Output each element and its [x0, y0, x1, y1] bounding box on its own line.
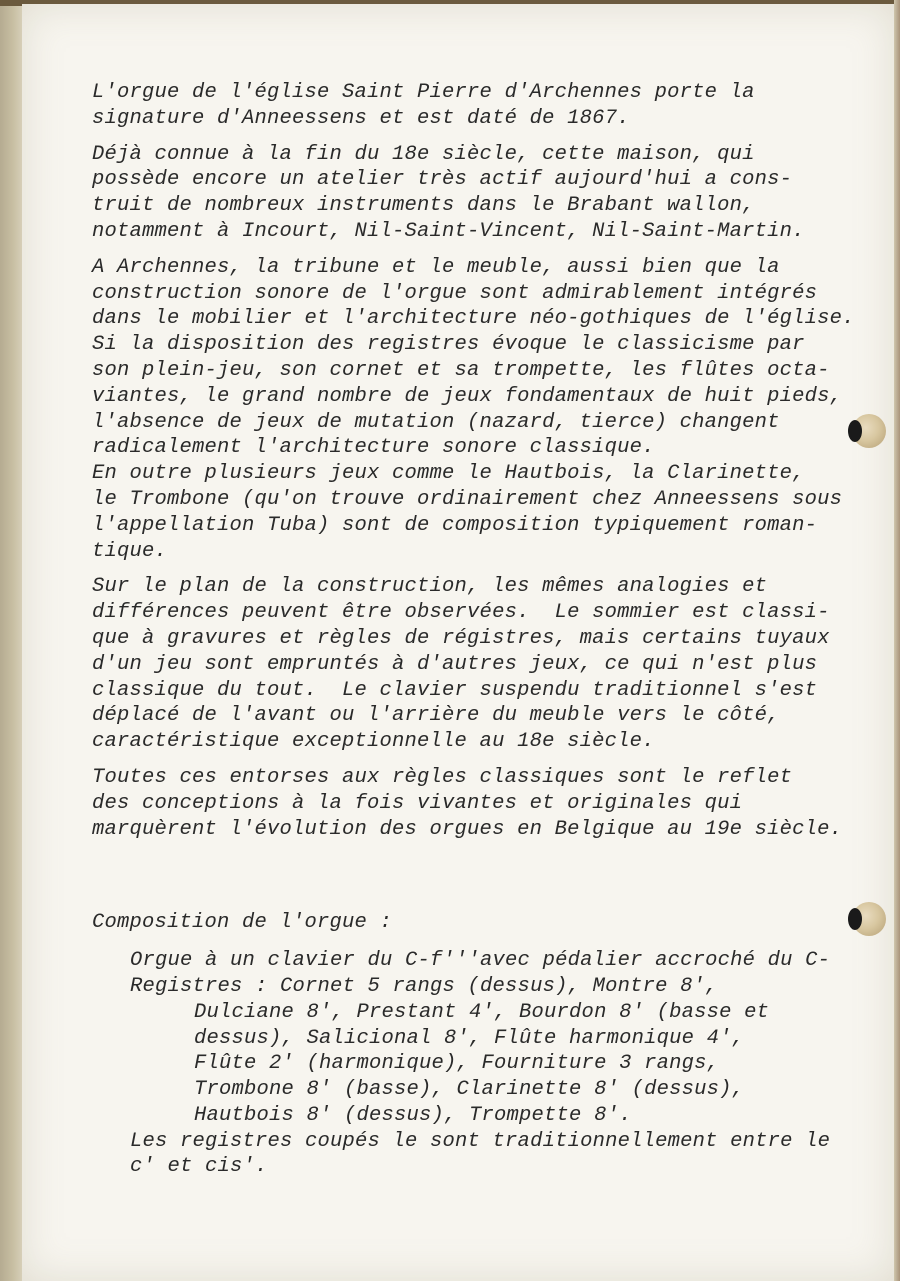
text-line: A Archennes, la tribune et le meuble, aussi bien que la — [92, 255, 780, 279]
text-line: marquèrent l'évolution des orgues en Belgique au 19e siècle. — [92, 817, 843, 841]
composition-line: Hautbois 8' (dessus), Trompette 8'. — [194, 1103, 632, 1127]
composition-line: Trombone 8' (basse), Clarinette 8' (dessus), — [194, 1078, 745, 1102]
text-line: classique du tout. Le clavier suspendu traditionnel s'est — [92, 678, 818, 702]
text-line: dans le mobilier et l'architecture néo-gothiques de l'église. — [92, 307, 855, 331]
text-line: Si la disposition des registres évoque le classicisme par — [92, 333, 805, 357]
text-line: possède encore un atelier très actif aujourd'hui a cons- — [92, 168, 793, 192]
text-line: notamment à Incourt, Nil-Saint-Vincent, Nil-Saint-Martin. — [92, 219, 805, 243]
text-line: que à gravures et règles de régistres, mais certains tuyaux — [92, 626, 830, 650]
text-line: truit de nombreux instruments dans le Brabant wallon, — [92, 194, 755, 218]
text-line: signature d'Anneessens et est daté de 1867. — [92, 106, 630, 130]
document-text — [92, 80, 882, 1180]
text-line: l'absence de jeux de mutation (nazard, tierce) changent — [92, 410, 780, 434]
body-paragraphs — [92, 80, 882, 842]
text-line: Toutes ces entorses aux règles classiques sont le reflet — [92, 765, 793, 789]
scanner-edge-right — [894, 0, 900, 1281]
text-line: caractéristique exceptionnelle au 18e siècle. — [92, 730, 655, 754]
text-line: radicalement l'architecture sonore classique. — [92, 436, 655, 460]
paragraph — [92, 142, 882, 245]
paragraph — [92, 80, 882, 132]
scanner-edge-left — [0, 0, 22, 1281]
composition-line: c' et cis'. — [130, 1155, 268, 1179]
text-line: viantes, le grand nombre de jeux fondamentaux de huit pieds, — [92, 384, 843, 408]
composition-line: Orgue à un clavier du C-f'''avec pédalier accroché du C- — [130, 949, 831, 973]
text-line: L'orgue de l'église Saint Pierre d'Archennes porte la — [92, 81, 755, 104]
composition-line: Registres : Cornet 5 rangs (dessus), Montre 8', — [130, 974, 718, 998]
text-line: l'appellation Tuba) sont de composition typiquement roman- — [92, 513, 818, 537]
composition-line: dessus), Salicional 8', Flûte harmonique 4', — [194, 1026, 745, 1050]
composition-title: Composition de l'orgue : — [92, 911, 393, 935]
text-line: construction sonore de l'orgue sont admirablement intégrés — [92, 281, 818, 305]
text-line: tique. — [92, 539, 168, 563]
section-gap — [92, 852, 882, 910]
text-line: des conceptions à la fois vivantes et originales qui — [92, 791, 743, 815]
text-line: Sur le plan de la construction, les mêmes analogies et — [92, 575, 768, 599]
text-line: En outre plusieurs jeux comme le Hautbois, la Clarinette, — [92, 462, 805, 486]
text-line: déplacé de l'avant ou l'arrière du meuble vers le côté, — [92, 704, 780, 728]
composition-line: Dulciane 8', Prestant 4', Bourdon 8' (basse et — [194, 1000, 770, 1024]
paragraph — [92, 765, 882, 842]
composition-list — [92, 948, 882, 1180]
paragraph — [92, 574, 882, 755]
text-line: Déjà connue à la fin du 18e siècle, cette maison, qui — [92, 142, 755, 166]
text-line: son plein-jeu, son cornet et sa trompette, les flûtes octa- — [92, 358, 830, 382]
text-line: d'un jeu sont empruntés à d'autres jeux, ce qui n'est plus — [92, 652, 818, 676]
paragraph — [92, 255, 882, 565]
text-line: différences peuvent être observées. Le sommier est classi- — [92, 601, 830, 625]
composition-line: Flûte 2' (harmonique), Fourniture 3 rangs, — [194, 1052, 720, 1076]
composition-line: Les registres coupés le sont traditionnellement entre le — [130, 1129, 831, 1153]
text-line: le Trombone (qu'on trouve ordinairement chez Anneessens sous — [92, 487, 843, 511]
